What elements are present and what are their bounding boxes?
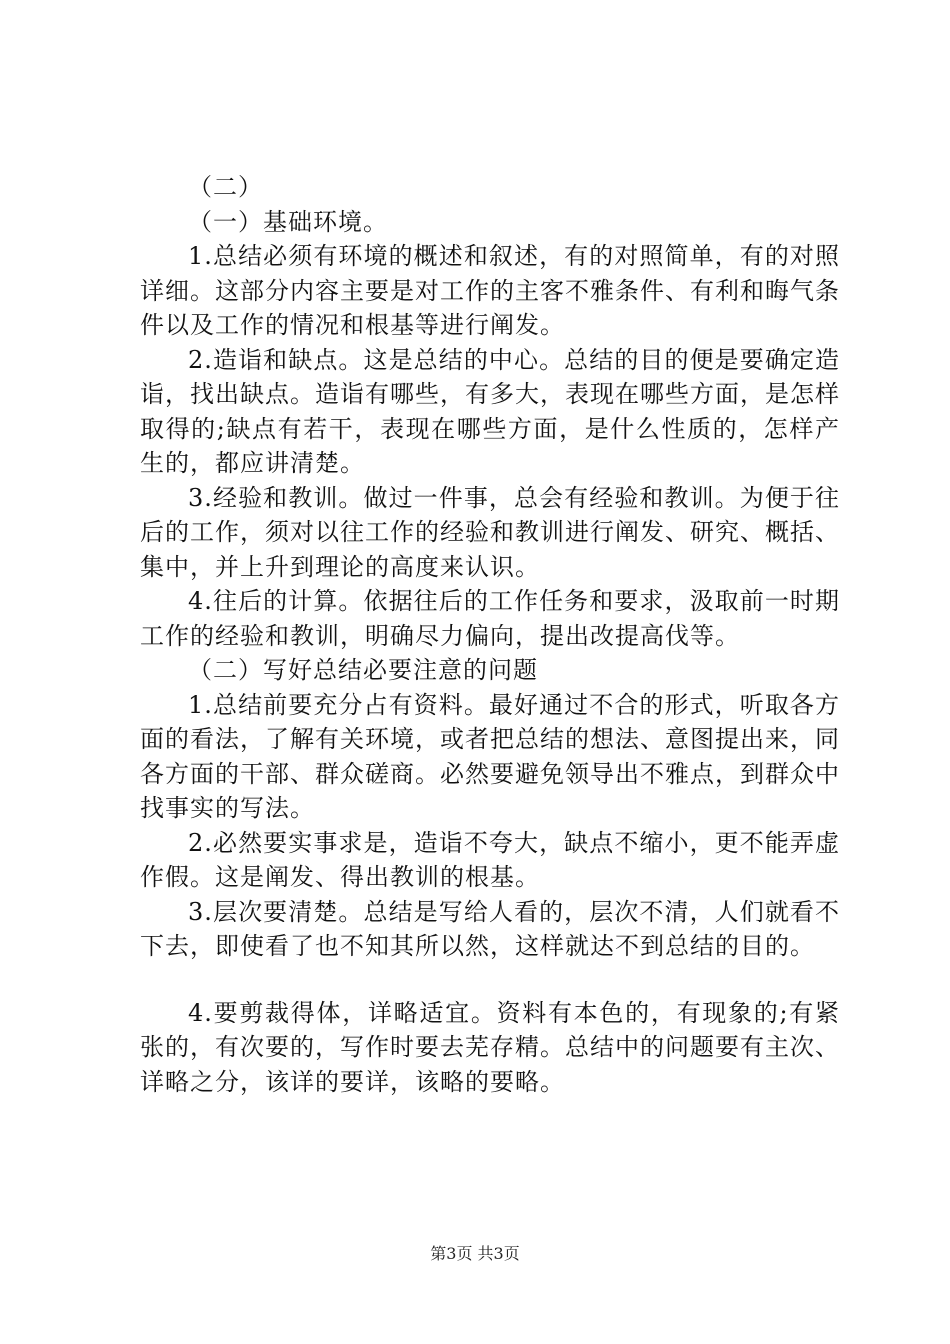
paragraph-issue-4: 4.要剪裁得体，详略适宜。资料有本色的，有现象的;有紧张的，有次要的，写作时要去芜存精。总结中的问题要有主次、详略之分，该详的要详，该略的要略。 <box>140 998 840 1096</box>
paragraph-item-4: 4.往后的计算。依据往后的工作任务和要求，汲取前一时期工作的经验和教训，明确尽力偏向，提出改提高伐等。 <box>140 587 840 650</box>
paragraph-issue-3: 3.层次要清楚。总结是写给人看的，层次不清，人们就看不下去，即使看了也不知其所以然，这样就达不到总结的目的。 <box>140 897 840 960</box>
paragraph-issue-2: 2.必然要实事求是，造诣不夸大，缺点不缩小，更不能弄虚作假。这是阐发、得出教训的根基。 <box>140 828 840 891</box>
paragraph-item-1: 1.总结必须有环境的概述和叙述，有的对照简单，有的对照详细。这部分内容主要是对工作的主客不雅条件、有利和晦气条件以及工作的情况和根基等进行阐发。 <box>140 242 840 339</box>
paragraph-item-2: 2.造诣和缺点。这是总结的中心。总结的目的便是要确定造诣，找出缺点。造诣有哪些，有多大，表现在哪些方面，是怎样取得的;缺点有若干，表现在哪些方面，是什么性质的，怎样产生的，都应讲清楚。 <box>140 345 840 477</box>
document-body <box>140 170 840 1099</box>
section-heading-two: （二） <box>188 173 263 201</box>
section-heading-writing-issues: （二）写好总结必要注意的问题 <box>188 656 538 684</box>
section-heading-basic-environment: （一）基础环境。 <box>188 207 388 236</box>
paragraph-issue-1: 1.总结前要充分占有资料。最好通过不合的形式，听取各方面的看法，了解有关环境，或者把总结的想法、意图提出来，同各方面的干部、群众磋商。必然要避免领导出不雅点，到群众中找事实的写法。 <box>140 690 840 822</box>
paragraph-item-3: 3.经验和教训。做过一件事，总会有经验和教训。为便于往后的工作，须对以往工作的经验和教训进行阐发、研究、概括、集中，并上升到理论的高度来认识。 <box>140 483 840 581</box>
page-number-footer: 第3页 共3页 <box>430 1244 520 1263</box>
